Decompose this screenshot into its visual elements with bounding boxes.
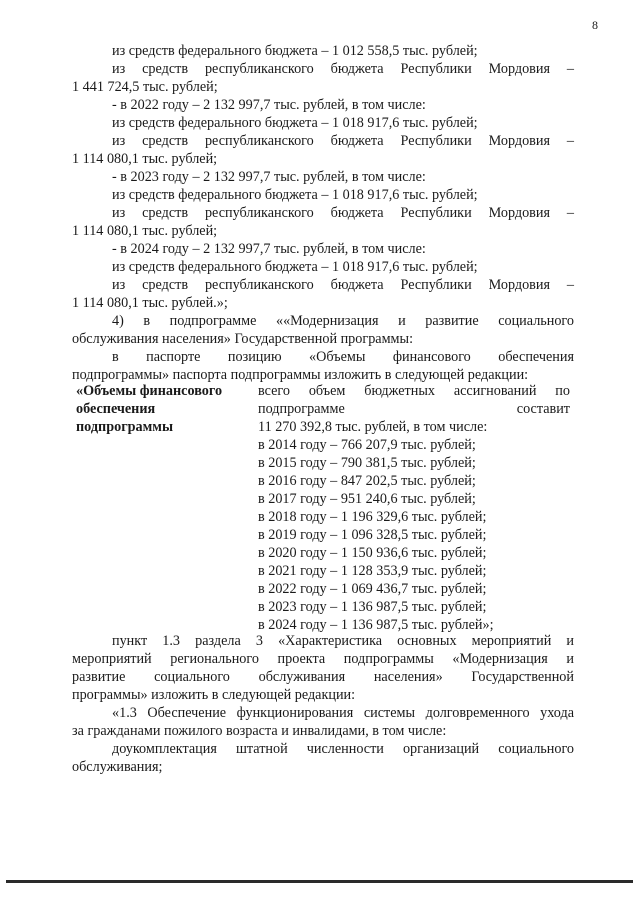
text-line: из средств федерального бюджета – 1 018 917,6 тыс. рублей; [112, 187, 478, 203]
table-value-line: в 2023 году – 1 136 987,5 тыс. рублей; [258, 599, 487, 615]
text-line: развитие социального обслуживания населения» Государственной [72, 669, 574, 685]
text-line: обслуживания; [72, 759, 163, 775]
text-line: «1.3 Обеспечение функционирования системы долговременного ухода [112, 705, 574, 721]
table-value-line: в 2014 году – 766 207,9 тыс. рублей; [258, 437, 476, 453]
table-value-line: в 2024 году – 1 136 987,5 тыс. рублей»; [258, 617, 494, 633]
table-value-line: в 2015 году – 790 381,5 тыс. рублей; [258, 455, 476, 471]
table-value-line: в 2017 году – 951 240,6 тыс. рублей; [258, 491, 476, 507]
text-line: - в 2023 году – 2 132 997,7 тыс. рублей, в том числе: [112, 169, 426, 185]
text-line: из средств республиканского бюджета Республики Мордовия – [112, 61, 574, 77]
table-label-line: «Объемы финансового [76, 383, 223, 399]
text-line: 4) в подпрограмме ««Модернизация и развитие социального [112, 313, 574, 329]
text-line: подпрограммы» паспорта подпрограммы изложить в следующей редакции: [72, 367, 529, 383]
table-value-line: всего объем бюджетных ассигнований по [258, 383, 570, 399]
text-line: из средств федерального бюджета – 1 018 917,6 тыс. рублей; [112, 115, 478, 131]
text-line: мероприятий регионального проекта подпрограммы «Модернизация и [72, 651, 574, 667]
text-line: программы» изложить в следующей редакции: [72, 687, 356, 703]
text-line: пункт 1.3 раздела 3 «Характеристика основных мероприятий и [112, 633, 574, 649]
table-value-line: в 2021 году – 1 128 353,9 тыс. рублей; [258, 563, 487, 579]
text-line: обслуживания населения» Государственной программы: [72, 331, 414, 347]
text-line: 1 441 724,5 тыс. рублей; [72, 79, 218, 95]
table-value-line: в 2016 году – 847 202,5 тыс. рублей; [258, 473, 476, 489]
text-line: - в 2022 году – 2 132 997,7 тыс. рублей, в том числе: [112, 97, 426, 113]
table-value-line: в 2020 году – 1 150 936,6 тыс. рублей; [258, 545, 487, 561]
text-line: за гражданами пожилого возраста и инвалидами, в том числе: [72, 723, 447, 739]
table-value-line: 11 270 392,8 тыс. рублей, в том числе: [258, 419, 488, 435]
table-value-line: в 2018 году – 1 196 329,6 тыс. рублей; [258, 509, 487, 525]
text-line: - в 2024 году – 2 132 997,7 тыс. рублей, в том числе: [112, 241, 426, 257]
text-line: из средств федерального бюджета – 1 012 558,5 тыс. рублей; [112, 43, 478, 59]
table-value-line: подпрограмме составит [258, 401, 570, 417]
text-line: в паспорте позицию «Объемы финансового обеспечения [112, 349, 574, 365]
text-line: 1 114 080,1 тыс. рублей.»; [72, 295, 228, 311]
text-line: из средств республиканского бюджета Республики Мордовия – [112, 205, 574, 221]
text-line: доукомплектация штатной численности организаций социального [112, 741, 574, 757]
table-value-column [258, 382, 570, 634]
text-line: из средств республиканского бюджета Республики Мордовия – [112, 277, 574, 293]
table-label-line: подпрограммы [76, 419, 174, 435]
table-label-column [76, 382, 246, 436]
table-value-line: в 2019 году – 1 096 328,5 тыс. рублей; [258, 527, 487, 543]
text-line: 1 114 080,1 тыс. рублей; [72, 223, 218, 239]
page-number: 8 [592, 18, 598, 32]
text-line: из средств федерального бюджета – 1 018 917,6 тыс. рублей; [112, 259, 478, 275]
scan-edge-bar [6, 880, 633, 883]
text-line: из средств республиканского бюджета Республики Мордовия – [112, 133, 574, 149]
text-line: 1 114 080,1 тыс. рублей; [72, 151, 218, 167]
table-value-line: в 2022 году – 1 069 436,7 тыс. рублей; [258, 581, 487, 597]
table-label-line: обеспечения [76, 401, 156, 417]
